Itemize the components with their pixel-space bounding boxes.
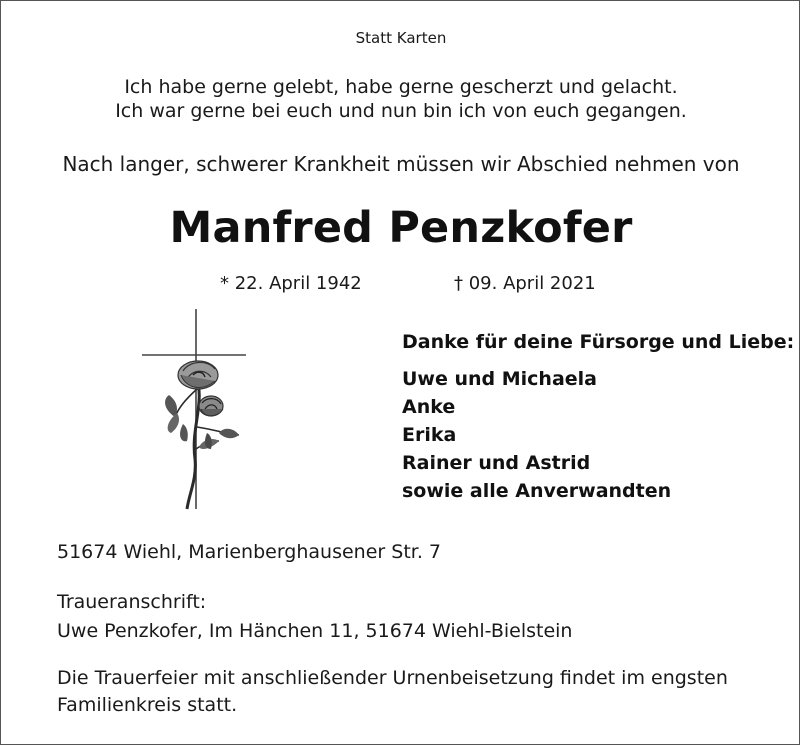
mourning-address-value: Uwe Penzkofer, Im Hänchen 11, 51674 Wiehl-Bielstein <box>57 620 573 642</box>
ceremony-line-1: Die Trauerfeier mit anschließender Urnenbeisetzung findet im engsten <box>57 667 728 689</box>
quote-line-2: Ich war gerne bei euch und nun bin ich von euch gegangen. <box>115 100 687 122</box>
mourner-name: sowie alle Anverwandten <box>402 480 672 502</box>
mourning-address-label: Traueranschrift: <box>57 591 207 613</box>
ceremony-line-2: Familienkreis statt. <box>57 694 238 716</box>
thanks-heading: Danke für deine Fürsorge und Liebe: <box>402 331 795 353</box>
mourner-name: Erika <box>402 424 457 446</box>
mourner-name: Uwe und Michaela <box>402 368 598 390</box>
birth-date: * 22. April 1942 <box>220 273 362 294</box>
header-label: Statt Karten <box>355 29 447 47</box>
deceased-name: Manfred Penzkofer <box>169 203 633 253</box>
quote-line-1: Ich habe gerne gelebt, habe gerne gescherzt und gelacht. <box>124 76 678 98</box>
cross-with-rose-icon <box>141 309 251 514</box>
residence-address: 51674 Wiehl, Marienberghausener Str. 7 <box>57 541 442 563</box>
death-date: † 09. April 2021 <box>454 273 596 294</box>
mourner-name: Rainer und Astrid <box>402 452 591 474</box>
intro-text: Nach langer, schwerer Krankheit müssen wir Abschied nehmen von <box>62 152 740 176</box>
mourner-name: Anke <box>402 396 456 418</box>
